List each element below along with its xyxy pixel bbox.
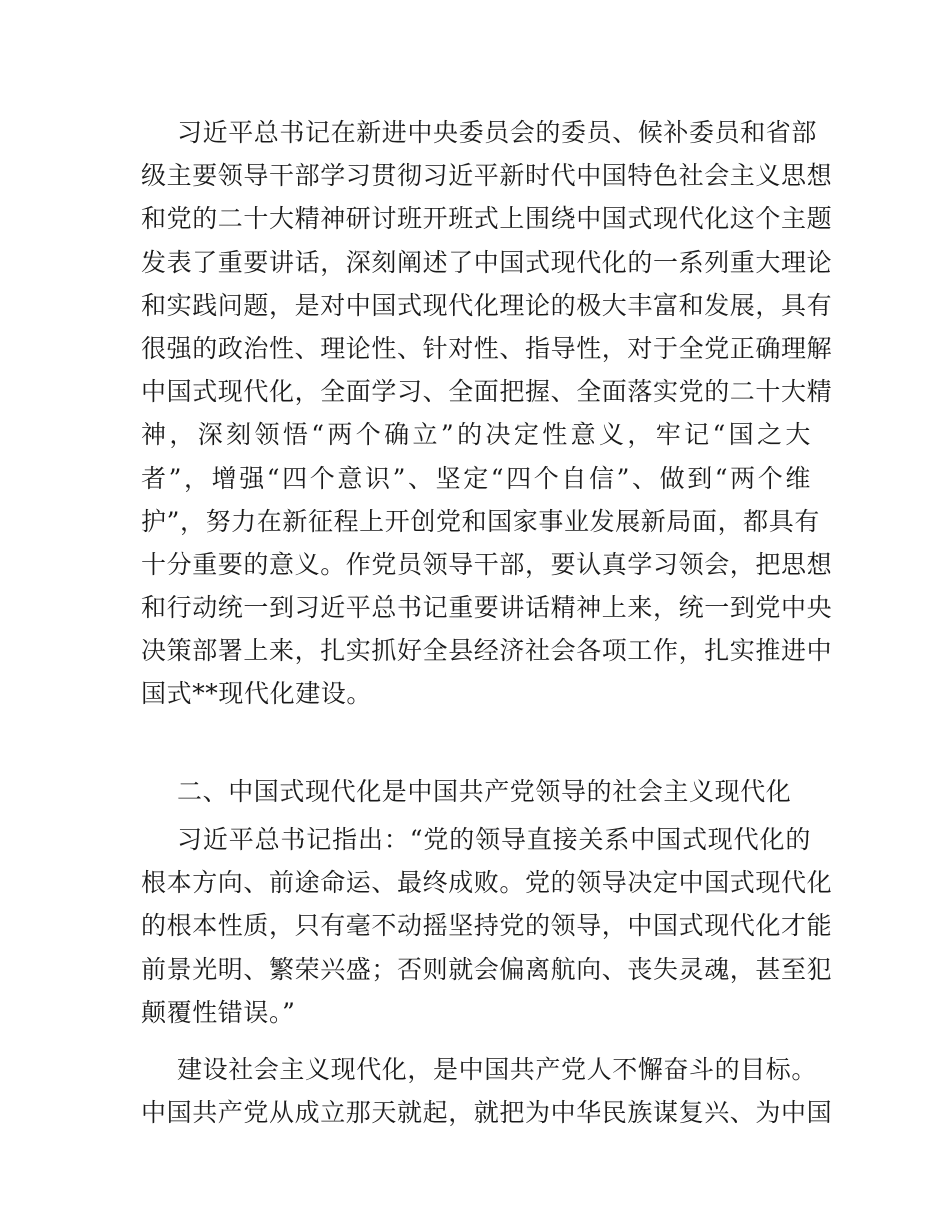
paragraph-line: 护”，努力在新征程上开创党和国家事业发展新局面，都具有 (141, 506, 820, 536)
paragraph-goal (141, 1048, 833, 1134)
paragraph-line: 和实践问题，是对中国式现代化理论的极大丰富和发展，具有 (141, 290, 833, 320)
paragraph-line: 发表了重要讲话，深刻阐述了中国式现代化的一系列重大理论 (141, 247, 833, 277)
paragraph-line: 神，深刻领悟“两个确立”的决定性意义，牢记“国之大 (141, 420, 811, 450)
section-heading (141, 770, 811, 813)
section-heading-text: 二、中国式现代化是中国共产党领导的社会主义现代化 (177, 777, 792, 806)
paragraph-line: 级主要领导干部学习贯彻习近平新时代中国特色社会主义思想 (141, 161, 833, 191)
paragraph-line: 习近平总书记指出：“党的领导直接关系中国式现代化的 (177, 825, 811, 854)
paragraph-line: 前景光明、繁荣兴盛；否则就会偏离航向、丧失灵魂，甚至犯 (141, 954, 833, 984)
paragraph-line: 中国共产党从成立那天就起，就把为中华民族谋复兴、为中国 (141, 1098, 833, 1128)
paragraph-line: 的根本性质，只有毫不动摇坚持党的领导，中国式现代化才能 (141, 911, 833, 941)
paragraph-quote (141, 818, 833, 1034)
paragraph-line: 国式**现代化建设。 (141, 679, 373, 709)
paragraph-line: 决策部署上来，扎实抓好全县经济社会各项工作，扎实推进中 (141, 636, 833, 666)
paragraph-line: 建设社会主义现代化，是中国共产党人不懈奋斗的目标。 (177, 1055, 818, 1084)
paragraph-line: 习近平总书记在新进中央委员会的委员、候补委员和省部 (177, 118, 818, 147)
paragraph-line: 者”，增强“四个意识”、坚定“四个自信”、做到“两个维 (141, 463, 811, 493)
paragraph-line: 根本方向、前途命运、最终成败。党的领导决定中国式现代化 (141, 868, 833, 898)
paragraph-line: 颠覆性错误。” (141, 997, 296, 1027)
paragraph-line: 很强的政治性、理论性、针对性、指导性，对于全党正确理解 (141, 333, 833, 363)
paragraph-line: 十分重要的意义。作党员领导干部，要认真学习领会，把思想 (141, 549, 833, 579)
paragraph-line: 中国式现代化，全面学习、全面把握、全面落实党的二十大精 (141, 377, 833, 407)
paragraph-line: 和行动统一到习近平总书记重要讲话精神上来，统一到党中央 (141, 593, 833, 623)
paragraph-intro (141, 111, 833, 716)
paragraph-line: 和党的二十大精神研讨班开班式上围绕中国式现代化这个主题 (141, 204, 833, 234)
